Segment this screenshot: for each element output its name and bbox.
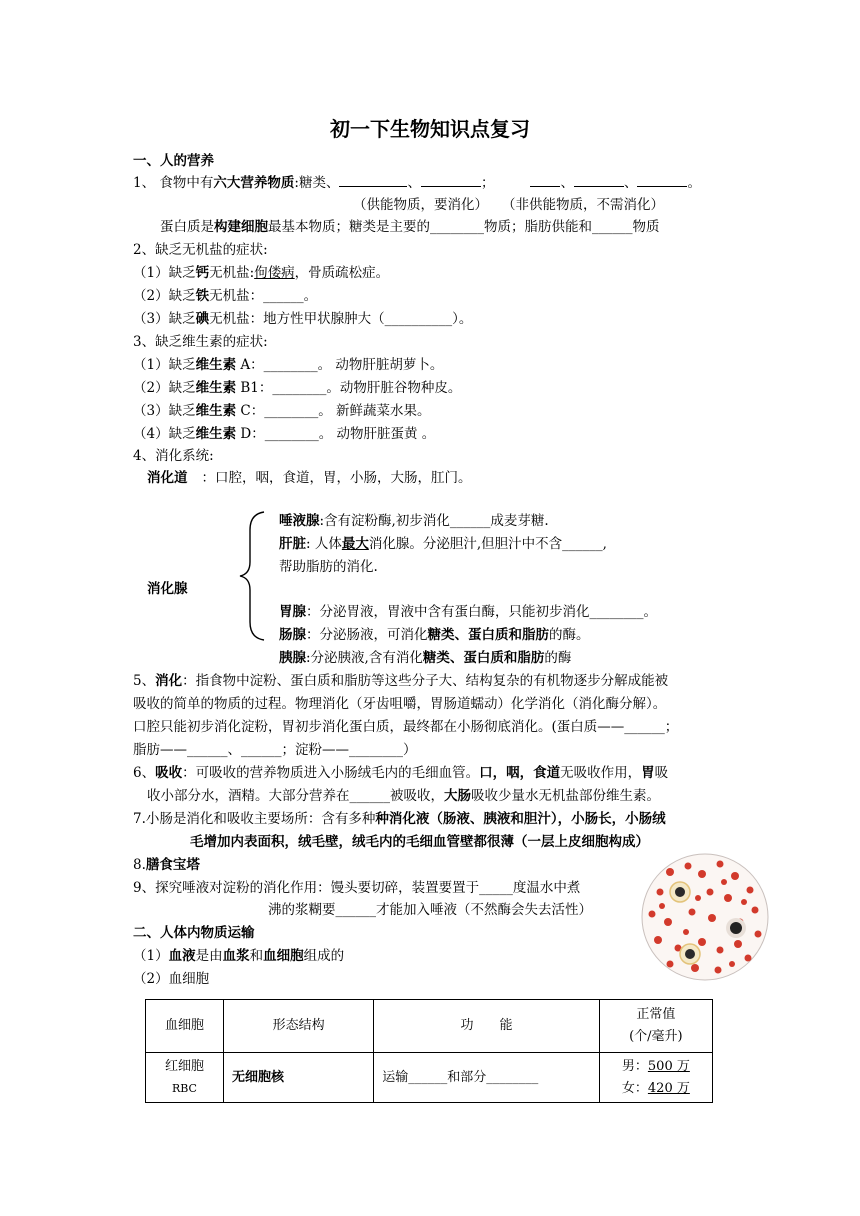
blood-cells-label: （2）血细胞 — [133, 971, 210, 987]
gland-liver-cont: 帮助脂肪的消化. — [279, 559, 378, 575]
vitamin-c: （3）缺乏维生素 C：________。 新鲜蔬菜水果。 — [133, 403, 431, 419]
nutrients-note: （供能物质，要消化） （非供能物质，不需消化） — [353, 197, 664, 213]
mineral-iodine: （3）缺乏碘无机盐：地方性甲状腺肿大（__________）。 — [133, 311, 473, 327]
vitamin-b1: （2）缺乏维生素 B1：________。动物肝脏谷物种皮。 — [133, 380, 462, 396]
absorption-line-2: 收小部分水，酒精。大部分营养在______被吸收，大肠吸收少量水无机盐部份维生素。 — [147, 788, 660, 804]
small-intestine-line-2: 毛增加内表面积，绒毛壁，绒毛内的毛细血管壁都很薄（一层上皮细胞构成） — [190, 834, 649, 850]
section-heading-nutrition: 一、人的营养 — [133, 153, 214, 169]
minerals-heading: 2、缺乏无机盐的症状: — [133, 242, 268, 258]
blood-composition: （1）血液是由血浆和血细胞组成的 — [133, 948, 345, 964]
digestion-line-1: 5、消化：指食物中淀粉、蛋白质和脂肪等这些分子大、结构复杂的有机物逐步分解成能被 — [133, 673, 669, 689]
brace-icon — [238, 510, 268, 642]
gland-salivary: 唾液腺:含有淀粉酶,初步消化______成麦芽糖. — [279, 513, 549, 529]
digestive-tract: 消化道 ：口腔，咽，食道，胃，小肠，大肠，肛门。 — [147, 470, 472, 486]
table-cell: 无细胞核 — [223, 1053, 373, 1103]
table-cell: 运输______和部分________ — [374, 1053, 600, 1103]
table-cell: 红细胞 RBC — [146, 1053, 224, 1103]
food-pyramid: 8.膳食宝塔 — [133, 857, 200, 873]
table-header: 血细胞 — [146, 1000, 224, 1053]
table-header: 形态结构 — [223, 1000, 373, 1053]
table-header: 功 能 — [374, 1000, 600, 1053]
absorption-line-1: 6、吸收：可吸收的营养物质进入小肠绒毛内的毛细血管。口，咽，食道无吸收作用，胃吸 — [133, 765, 669, 781]
vitamins-heading: 3、缺乏维生素的症状: — [133, 334, 268, 350]
vitamin-a: （1）缺乏维生素 A：________。 动物肝脏胡萝卜。 — [133, 357, 444, 373]
blood-cell-table — [145, 999, 713, 1103]
gland-intestinal: 肠腺：分泌肠液，可消化糖类、蛋白质和脂肪的酶。 — [279, 627, 590, 643]
section-heading-transport: 二、人体内物质运输 — [133, 925, 255, 941]
blood-smear-image — [640, 852, 770, 982]
table-header: 正常值 (个/毫升) — [599, 1000, 712, 1053]
mineral-iron: （2）缺乏铁无机盐：______。 — [133, 288, 318, 304]
protein-line: 蛋白质是构建细胞最基本物质；糖类是主要的________物质；脂肪供能和______物质 — [160, 219, 660, 235]
table-header-row — [146, 1000, 713, 1053]
digestion-line-2: 吸收的简单的物质的过程。物理消化（牙齿咀嚼，胃肠道蠕动）化学消化（消化酶分解）。 — [133, 696, 667, 712]
page-title: 初一下生物知识点复习 — [330, 117, 530, 141]
vitamin-d: （4）缺乏维生素 D：________。 动物肝脏蛋黄 。 — [133, 426, 436, 442]
mineral-calcium: （1）缺乏钙无机盐:佝偻病，骨质疏松症。 — [133, 265, 390, 281]
small-intestine-line-1: 7.小肠是消化和吸收主要场所：含有多种种消化液（肠液、胰液和胆汁），小肠长，小肠绒 — [133, 811, 666, 827]
digestion-line-4: 脂肪——______、______；淀粉——________） — [133, 742, 417, 758]
digestive-heading: 4、消化系统: — [133, 448, 214, 464]
gland-gastric: 胃腺：分泌胃液，胃液中含有蛋白酶，只能初步消化________。 — [279, 604, 657, 620]
gland-liver: 肝脏: 人体最大消化腺。分泌胆汁,但胆汁中不含______, — [279, 536, 607, 552]
experiment-line-2: 沸的浆糊要______才能加入唾液（不然酶会失去活性） — [268, 902, 592, 918]
experiment-line-1: 9、探究唾液对淀粉的消化作用：馒头要切碎，装置要置于_____度温水中煮 — [133, 880, 581, 896]
digestion-line-3: 口腔只能初步消化淀粉，胃初步消化蛋白质，最终都在小肠彻底消化。(蛋白质——______； — [133, 719, 679, 735]
table-cell: 男：500 万 女：420 万 — [599, 1053, 712, 1103]
gland-pancreas: 胰腺:分泌胰液,含有消化糖类、蛋白质和脂肪的酶 — [279, 650, 572, 666]
nutrients-line: 1、 食物中有六大营养物质:糖类、 、 ； 、 、 。 — [133, 172, 701, 194]
table-row — [146, 1053, 713, 1103]
digestive-gland-label: 消化腺 — [147, 581, 188, 597]
